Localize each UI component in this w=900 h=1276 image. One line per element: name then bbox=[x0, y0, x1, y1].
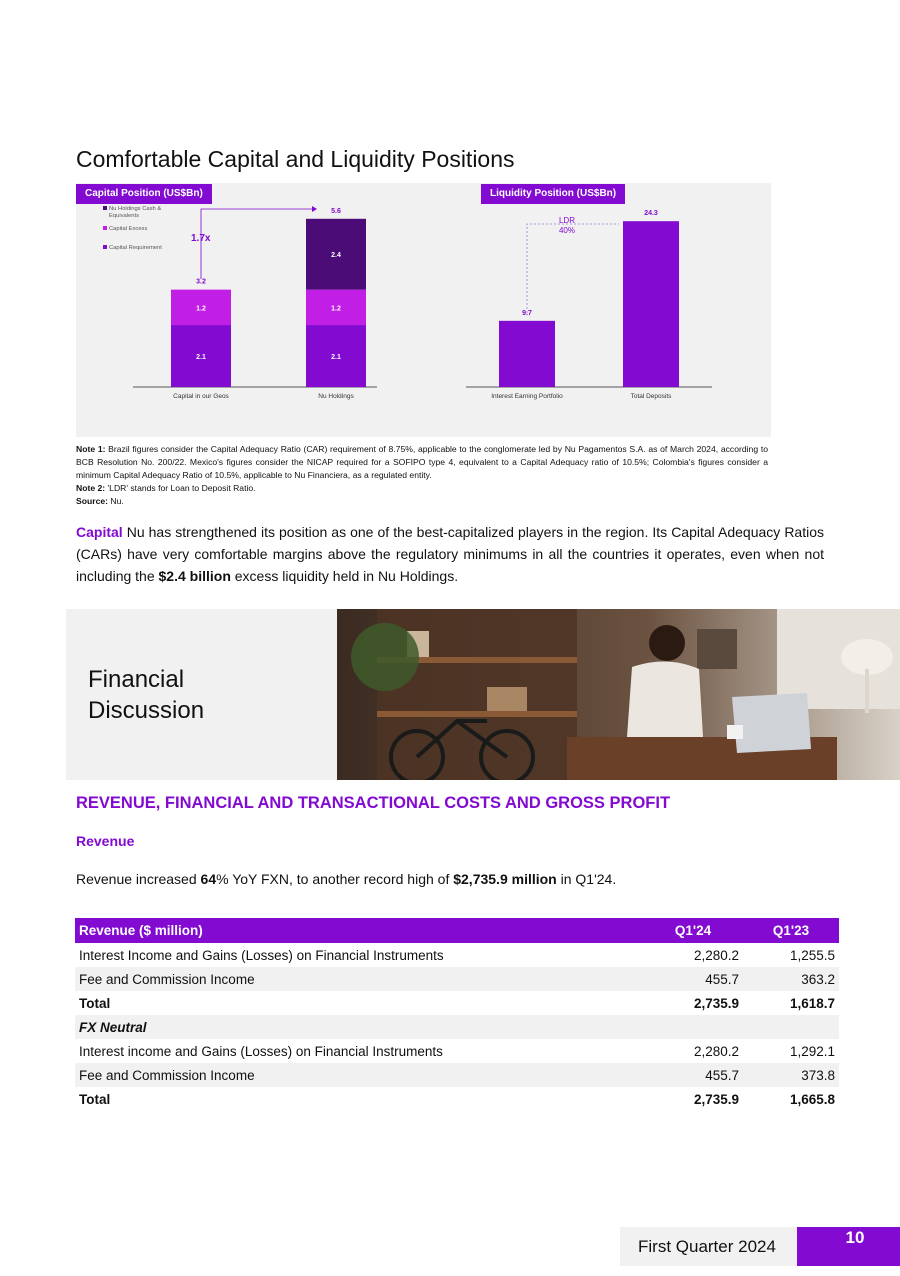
row-q1-23 bbox=[743, 1015, 839, 1039]
note1-label: Note 1: bbox=[76, 444, 106, 454]
office-photo bbox=[337, 609, 900, 780]
row-label: Fee and Commission Income bbox=[75, 1063, 643, 1087]
capital-category-label: Capital in our Geos bbox=[173, 393, 229, 400]
legend-swatch bbox=[103, 206, 107, 210]
legend-label: Equivalents bbox=[109, 213, 139, 219]
liquidity-bar bbox=[623, 221, 679, 387]
row-q1-24 bbox=[643, 1015, 743, 1039]
person-hair bbox=[649, 625, 685, 661]
legend-swatch bbox=[103, 245, 107, 249]
table-row-total bbox=[75, 991, 839, 1015]
row-q1-23: 1,255.5 bbox=[789, 947, 835, 963]
source-label: Source: bbox=[76, 496, 108, 506]
row-q1-24: 2,735.9 bbox=[693, 995, 739, 1011]
capital-bar-value: 1.2 bbox=[196, 305, 206, 313]
liquidity-value-label: 24.3 bbox=[644, 210, 658, 218]
capital-text-2: excess liquidity held in Nu Holdings. bbox=[230, 568, 459, 584]
legend-label: Nu Holdings Cash & bbox=[109, 206, 162, 212]
fd-line-2: Discussion bbox=[88, 697, 205, 724]
row-q1-24: 2,735.9 bbox=[693, 1091, 739, 1107]
wall-books bbox=[697, 629, 737, 669]
capital-bar-value: 2.1 bbox=[331, 354, 341, 362]
row-q1-23: 1,618.7 bbox=[789, 995, 835, 1011]
revenue-subheading: Revenue bbox=[76, 833, 135, 849]
row-label: Fee and Commission Income bbox=[75, 967, 643, 991]
liquidity-chart-title: Liquidity Position (US$Bn) bbox=[481, 184, 625, 204]
row-q1-23: 373.8 bbox=[743, 1063, 839, 1087]
ldr-label: LDR bbox=[558, 216, 576, 225]
capital-bar-value: 2.4 bbox=[331, 252, 341, 260]
row-label: Total bbox=[79, 995, 111, 1011]
table-header-row bbox=[75, 918, 839, 943]
financial-discussion-title bbox=[88, 664, 204, 726]
rev-text-1: Revenue increased bbox=[76, 871, 201, 887]
note2-label: Note 2: bbox=[76, 483, 106, 493]
legend-label: Capital Requirement bbox=[109, 245, 162, 251]
row-q1-23: 1,292.1 bbox=[789, 1043, 835, 1059]
capital-total-label: 5.6 bbox=[331, 207, 341, 215]
liquidity-category-label: Total Deposits bbox=[630, 393, 672, 400]
note1-text: Brazil figures consider the Capital Adequacy Ratio (CAR) requirement of 8.75%, applicable to the conglomerate led by Nu Pagamentos S.A. as of March 2024, according to BCB Resolution No. 200/22. Mexico's figures consider the NICAP required for a SOFIPO type 4, equivalent to a Capital Adequacy ratio of 10.5%; Colombia's figures consider a minimum Capital Adequacy Ratio of 10.5%, applicable to Nu Financiera, as a regulated entity. bbox=[76, 444, 768, 480]
shelf-books-2 bbox=[487, 687, 527, 711]
lamp-stand bbox=[865, 669, 869, 713]
legend-swatch bbox=[103, 226, 107, 230]
row-q1-24: 2,280.2 bbox=[693, 947, 739, 963]
row-label: Total bbox=[79, 1091, 111, 1107]
revenue-paragraph bbox=[76, 871, 616, 887]
rev-text-3: in Q1'24. bbox=[556, 871, 617, 887]
page-number: 10 bbox=[845, 1228, 865, 1247]
laptop bbox=[732, 693, 811, 753]
capital-bold: $2.4 billion bbox=[158, 568, 231, 584]
person-shirt bbox=[627, 661, 703, 737]
shelf-2 bbox=[377, 711, 577, 717]
mug bbox=[727, 725, 743, 739]
ldr-value: 40% bbox=[558, 226, 576, 235]
row-label: Interest income and Gains (Losses) on Financial Instruments bbox=[79, 1043, 443, 1059]
legend-label: Capital Excess bbox=[109, 226, 148, 232]
capital-paragraph bbox=[76, 521, 824, 587]
capital-bar-value: 1.2 bbox=[331, 305, 341, 313]
rev-text-2: % YoY FXN, to another record high of bbox=[216, 871, 454, 887]
row-label: FX Neutral bbox=[75, 1015, 643, 1039]
liquidity-bar bbox=[499, 321, 555, 387]
table-row bbox=[75, 1063, 839, 1087]
notes-block bbox=[76, 443, 768, 508]
capital-growth-arrowhead bbox=[312, 206, 317, 212]
revenue-table bbox=[75, 918, 839, 1111]
capital-chart-title: Capital Position (US$Bn) bbox=[76, 184, 212, 204]
header-q1-23: Q1'23 bbox=[743, 918, 839, 943]
charts-svg bbox=[76, 183, 771, 437]
row-q1-24: 2,280.2 bbox=[693, 1043, 739, 1059]
revenue-section-heading: REVENUE, FINANCIAL AND TRANSACTIONAL COSTS AND GROSS PROFIT bbox=[76, 794, 671, 812]
rev-bold-2: $2,735.9 million bbox=[453, 871, 557, 887]
capital-category-label: Nu Holdings bbox=[318, 393, 354, 400]
rev-bold-1: 64 bbox=[200, 871, 217, 887]
header-q1-24: Q1'24 bbox=[643, 918, 743, 943]
header-label: Revenue ($ million) bbox=[75, 918, 643, 943]
table-row bbox=[75, 943, 839, 967]
capital-bar-value: 2.1 bbox=[196, 354, 206, 362]
row-q1-24: 455.7 bbox=[643, 1063, 743, 1087]
plant bbox=[351, 623, 419, 691]
footer-label: First Quarter 2024 bbox=[638, 1237, 776, 1256]
table-row bbox=[75, 1039, 839, 1063]
ldr-connector bbox=[527, 224, 619, 313]
chart-panel bbox=[76, 183, 771, 437]
row-q1-23: 363.2 bbox=[743, 967, 839, 991]
row-q1-24: 455.7 bbox=[643, 967, 743, 991]
liquidity-value-label: 9.7 bbox=[522, 309, 532, 317]
table-row-total bbox=[75, 1087, 839, 1111]
source-text: Nu. bbox=[108, 496, 124, 506]
section-title: Comfortable Capital and Liquidity Positions bbox=[76, 146, 515, 172]
row-label: Interest Income and Gains (Losses) on Financial Instruments bbox=[79, 947, 444, 963]
capital-lead: Capital bbox=[76, 524, 123, 540]
capital-total-label: 3.2 bbox=[196, 278, 206, 286]
row-q1-23: 1,665.8 bbox=[789, 1091, 835, 1107]
fd-line-1: Financial bbox=[88, 666, 185, 693]
table-row-fx-neutral bbox=[75, 1015, 839, 1039]
table-row bbox=[75, 967, 839, 991]
liquidity-category-label: Interest Earning Portfolio bbox=[491, 393, 563, 400]
capital-text-1: Nu has strengthened its position as one of the best-capitalized players in the region. Its Capital Adequacy Ratios (CARs) have very comfortable margins above the regulatory minimums in all the countries it operates, even when not including the bbox=[76, 524, 824, 584]
capital-growth-arrow bbox=[201, 209, 312, 279]
note2-text: 'LDR' stands for Loan to Deposit Ratio. bbox=[105, 483, 256, 493]
capital-growth-label: 1.7x bbox=[191, 233, 211, 244]
